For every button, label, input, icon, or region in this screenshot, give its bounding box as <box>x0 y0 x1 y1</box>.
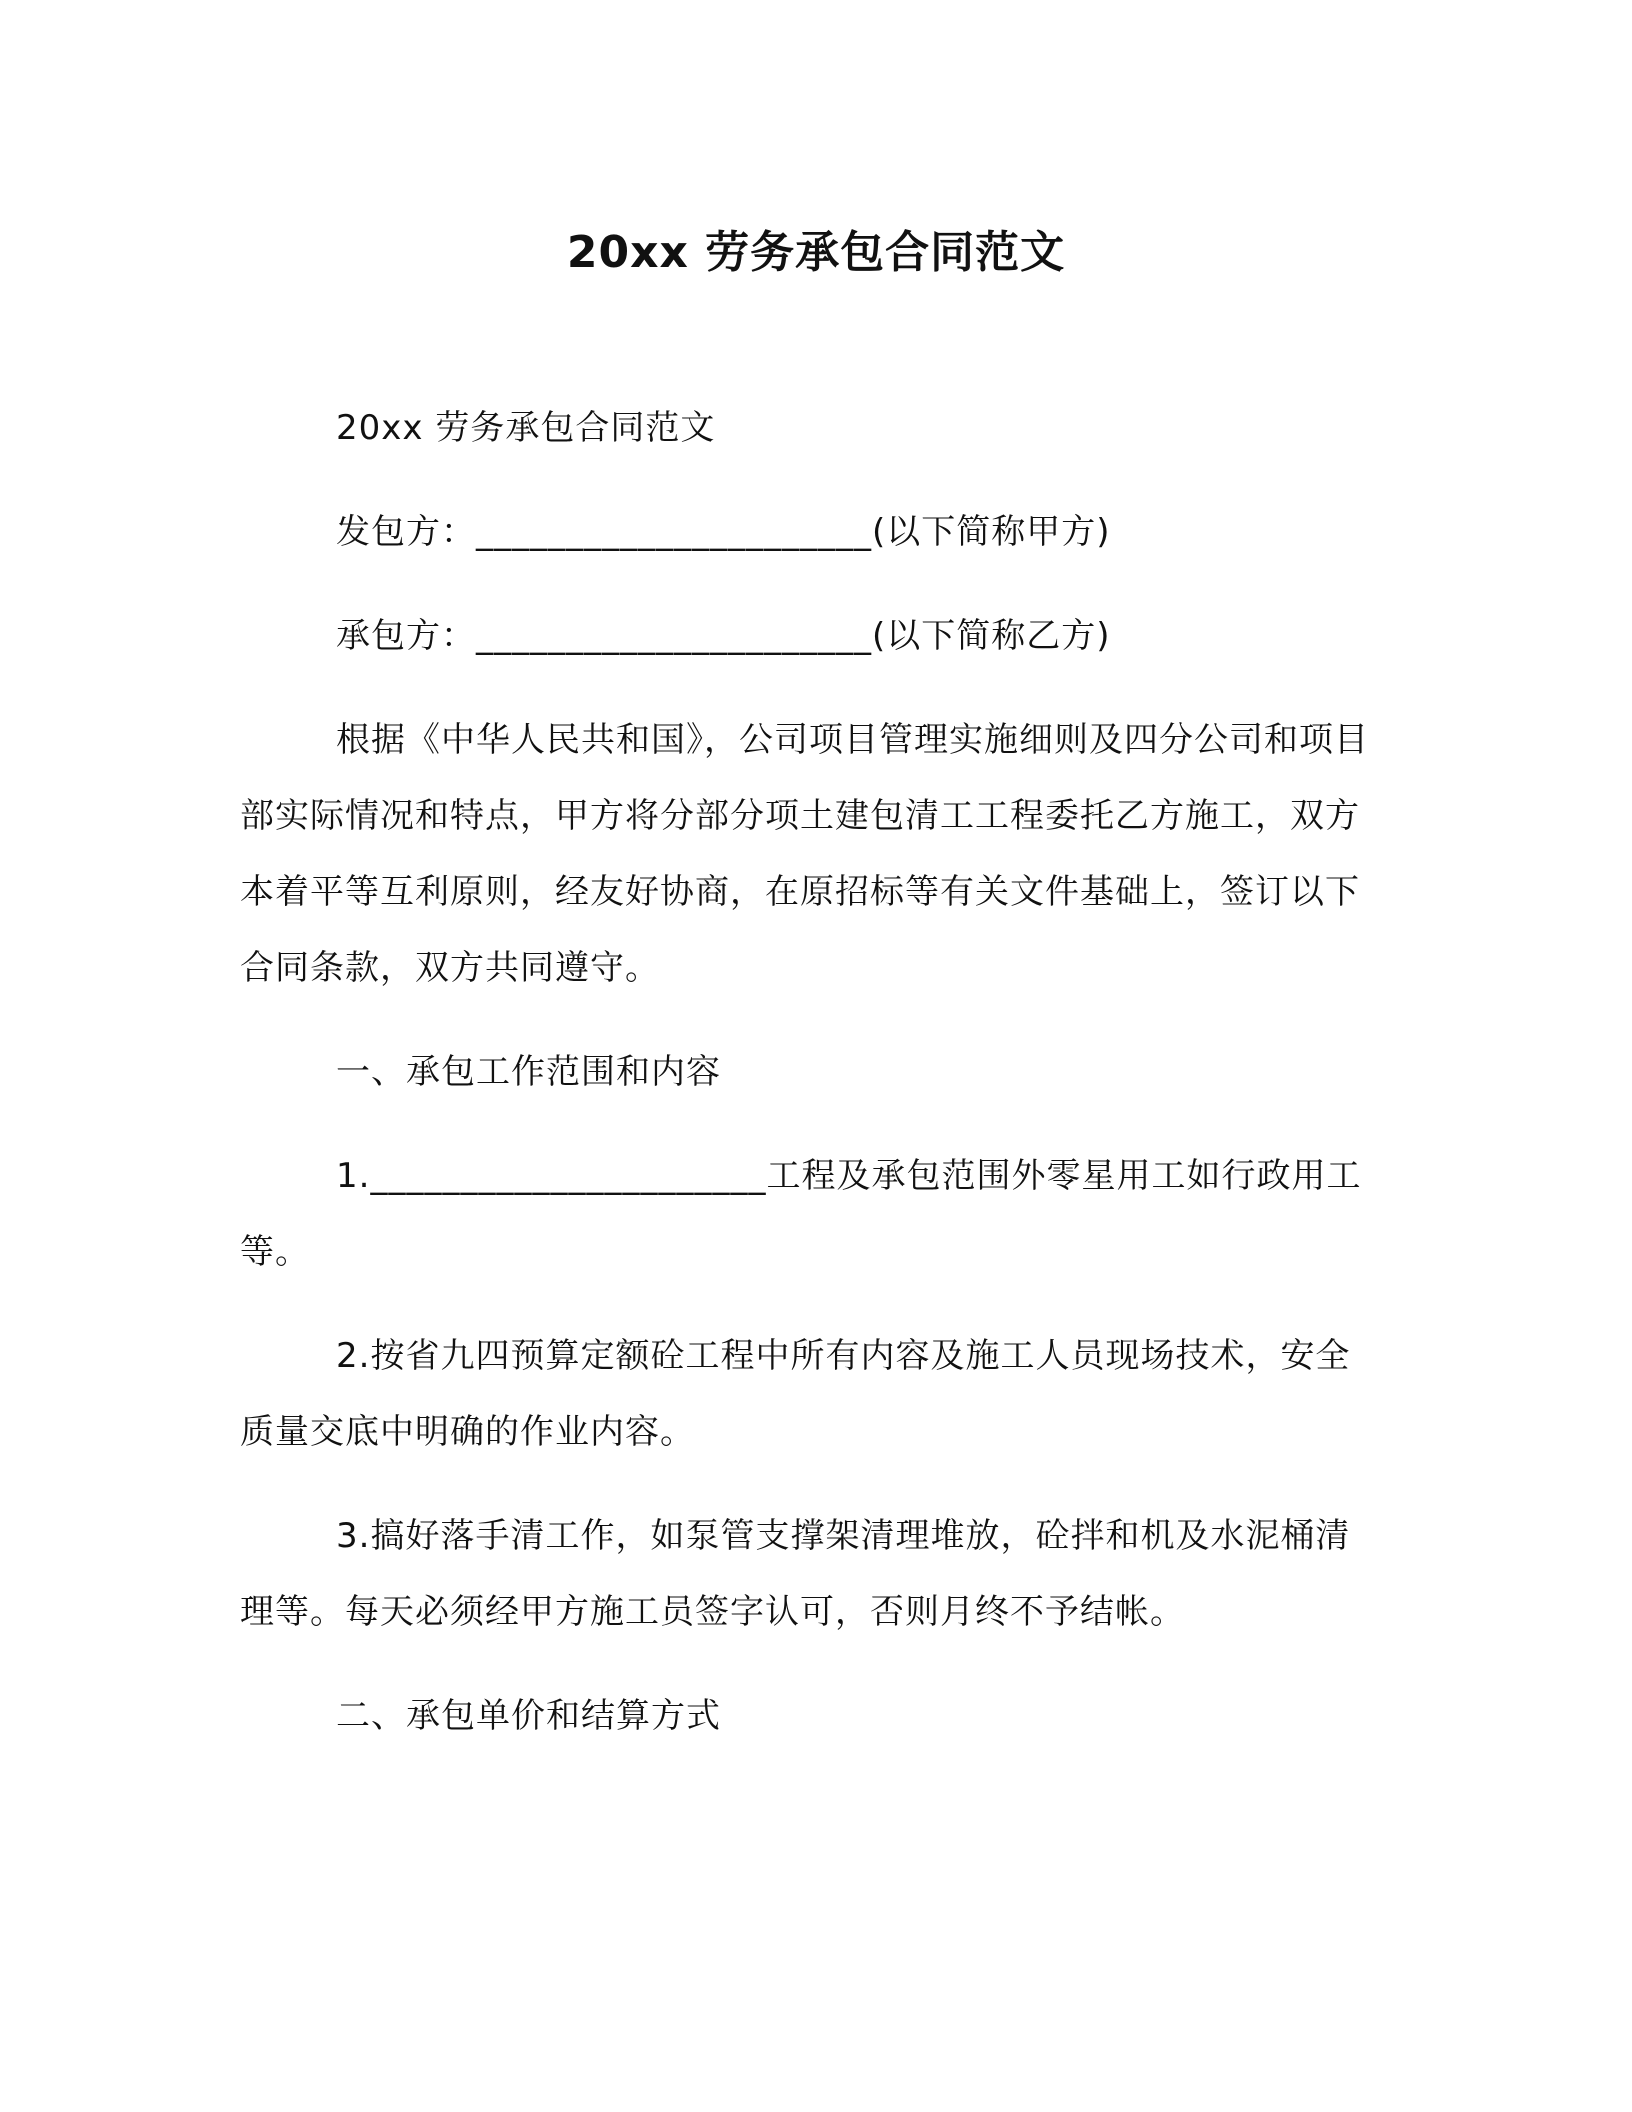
scope-item-1: 1.______________________工程及承包范围外零星用工如行政用工等。 <box>240 1156 1362 1272</box>
section-2-heading: 二、承包单价和结算方式 <box>336 1696 721 1736</box>
document-title: 20xx 劳务承包合同范文 <box>566 227 1066 278</box>
document-subtitle: 20xx 劳务承包合同范文 <box>336 408 716 448</box>
party-a-line: 发包方：______________________(以下简称甲方) <box>336 512 1111 552</box>
intro-paragraph: 根据《中华人民共和国》，公司项目管理实施细则及四分公司和项目部实际情况和特点，甲方将分部分项土建包清工工程委托乙方施工，双方本着平等互利原则，经友好协商，在原招标等有关文件基础上，签订以下合同条款，双方共同遵守。 <box>240 720 1369 988</box>
party-b-line: 承包方：______________________(以下简称乙方) <box>336 616 1111 656</box>
document-body <box>240 390 1380 1782</box>
section-1-heading: 一、承包工作范围和内容 <box>336 1052 721 1092</box>
scope-item-2: 2.按省九四预算定额砼工程中所有内容及施工人员现场技术，安全质量交底中明确的作业内容。 <box>240 1336 1351 1452</box>
scope-item-3: 3.搞好落手清工作，如泵管支撑架清理堆放，砼拌和机及水泥桶清理等。每天必须经甲方施工员签字认可，否则月终不予结帐。 <box>240 1516 1351 1632</box>
